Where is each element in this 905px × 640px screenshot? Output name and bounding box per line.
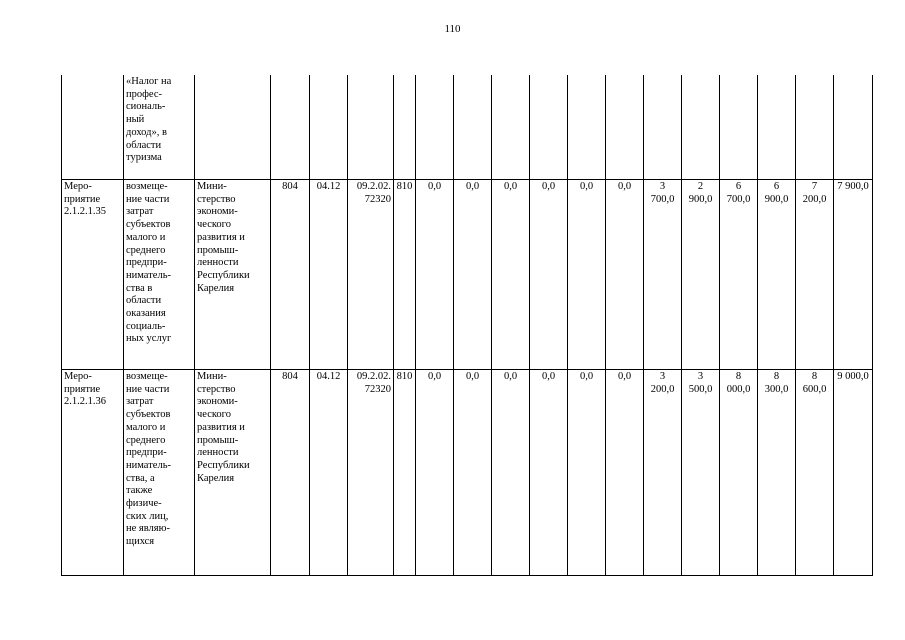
executor-cell: Мини- стерство экономи- ческого развития и промыш- ленности Республики Карелия — [195, 370, 271, 576]
value-cell: 0,0 — [454, 370, 492, 576]
value-cell: 8 000,0 — [720, 370, 758, 576]
vr-cell: 810 — [394, 370, 416, 576]
value-cell: 3 700,0 — [644, 180, 682, 370]
budget-table — [61, 75, 873, 576]
value-cell: 8 600,0 — [796, 370, 834, 576]
name-cell — [62, 75, 124, 180]
table-row — [62, 180, 873, 370]
value-cell: 3 200,0 — [644, 370, 682, 576]
value-cell: 0,0 — [492, 180, 530, 370]
value-cell: 7 200,0 — [796, 180, 834, 370]
rzpr-cell: 04.12 — [310, 180, 348, 370]
value-cell: 3 500,0 — [682, 370, 720, 576]
value-cell: 0,0 — [568, 180, 606, 370]
value-cell: 7 900,0 — [834, 180, 873, 370]
page-number: 110 — [444, 23, 461, 35]
measure-description-cell: возмеще- ние части затрат субъектов малого и среднего предпри- ниматель- ства в области оказания социаль- ных услуг — [124, 180, 195, 370]
continuation-row — [62, 75, 873, 180]
value-cell: 0,0 — [606, 370, 644, 576]
value-cell: 9 000,0 — [834, 370, 873, 576]
value-cell: 0,0 — [530, 180, 568, 370]
description-cell: «Налог на профес- сиональ- ный доход», в области туризма — [124, 75, 195, 180]
value-cell: 0,0 — [568, 370, 606, 576]
value-cell: 2 900,0 — [682, 180, 720, 370]
measure-name-cell: Меро- приятие 2.1.2.1.35 — [62, 180, 124, 370]
value-cell: 8 300,0 — [758, 370, 796, 576]
grbs-cell: 804 — [271, 180, 310, 370]
grbs-cell: 804 — [271, 370, 310, 576]
value-cell: 0,0 — [416, 180, 454, 370]
table-row — [62, 370, 873, 576]
value-cell: 0,0 — [606, 180, 644, 370]
csr-cell: 09.2.02. 72320 — [348, 370, 394, 576]
value-cell: 0,0 — [416, 370, 454, 576]
vr-cell: 810 — [394, 180, 416, 370]
value-cell: 0,0 — [530, 370, 568, 576]
rzpr-cell: 04.12 — [310, 370, 348, 576]
value-cell: 6 900,0 — [758, 180, 796, 370]
value-cell: 6 700,0 — [720, 180, 758, 370]
value-cell: 0,0 — [492, 370, 530, 576]
measure-name-cell: Меро- приятие 2.1.2.1.36 — [62, 370, 124, 576]
csr-cell: 09.2.02. 72320 — [348, 180, 394, 370]
measure-description-cell: возмеще- ние части затрат субъектов малого и среднего предпри- ниматель- ства, а также физиче- ских лиц, не являю- щихся — [124, 370, 195, 576]
value-cell: 0,0 — [454, 180, 492, 370]
executor-cell: Мини- стерство экономи- ческого развития и промыш- ленности Республики Карелия — [195, 180, 271, 370]
